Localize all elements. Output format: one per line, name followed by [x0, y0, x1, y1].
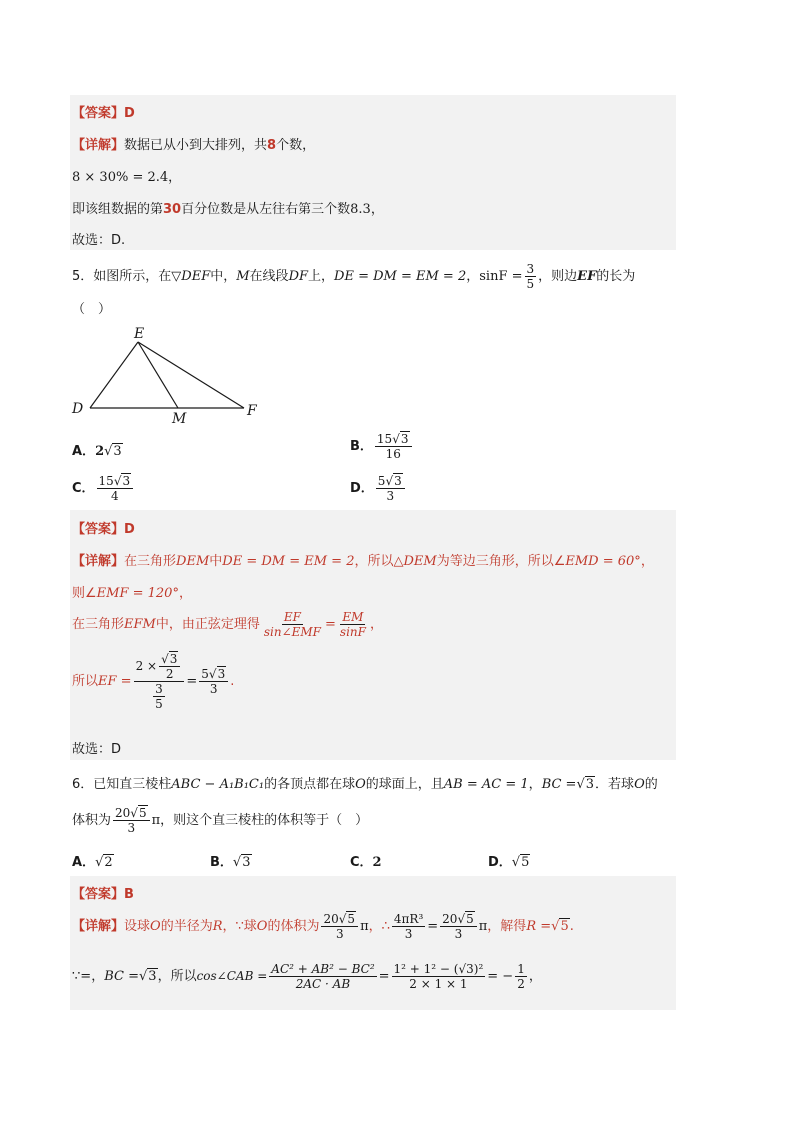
pi-symbol: π — [478, 919, 488, 934]
q5-option-b[interactable] — [350, 432, 414, 461]
stem-text: 6．已知直三棱柱 — [72, 777, 172, 792]
detail-value: 8.3 — [350, 202, 371, 217]
coef: 15 — [376, 432, 393, 446]
fraction-denominator: 5 — [526, 277, 535, 291]
detail-math: cos∠CAB = — [196, 969, 268, 983]
fraction-numerator — [199, 667, 228, 682]
coef: 20 — [115, 806, 131, 820]
fraction-denominator — [149, 682, 169, 711]
volume-fraction — [440, 912, 477, 941]
equals-sign: = − — [487, 969, 514, 984]
equals-sign: = — [325, 617, 336, 632]
stem-text: ．若球 — [595, 777, 635, 792]
cosine-fraction — [269, 962, 376, 991]
radicand: 3 — [585, 777, 595, 792]
answer-value: B — [124, 887, 134, 902]
sqrt-symbol: √3 — [208, 667, 226, 681]
q6-option-b[interactable] — [210, 851, 252, 870]
label-m: M — [172, 411, 187, 426]
stem-text: 的各顶点都在球 — [264, 777, 356, 792]
sqrt-symbol: √5 — [511, 855, 530, 870]
fraction-numerator: EM — [342, 610, 364, 624]
stem-math: M — [236, 269, 250, 284]
label-d: D — [72, 401, 84, 417]
result-fraction — [199, 667, 228, 696]
stem-math: O — [355, 777, 366, 792]
volume-formula — [392, 912, 425, 941]
fraction-numerator: 3 — [526, 262, 535, 276]
detail-text: 在三角形 — [124, 554, 177, 569]
q5-detail-line3 — [72, 610, 383, 639]
answer-value: D — [124, 522, 135, 537]
detail-text: ，∴ — [368, 919, 390, 934]
stem-text: 的 — [644, 777, 658, 792]
inner-fraction — [153, 682, 165, 711]
fraction-denominator: 3 — [386, 489, 395, 503]
q6-option-c[interactable] — [350, 851, 382, 870]
detail-text: ， — [370, 202, 384, 217]
detail-tag: 【详解】 — [72, 554, 125, 569]
option-label: C． — [72, 481, 95, 496]
q5-detail-line4 — [72, 652, 234, 711]
fraction-numerator — [159, 652, 180, 667]
option-label: A． — [72, 855, 96, 870]
equals-sign: = — [427, 919, 439, 934]
q5-detail-line2 — [72, 582, 192, 601]
radicand: 5 — [466, 912, 474, 926]
fraction-denominator: sin∠EMF — [263, 625, 322, 639]
detail-math: EMD = 60° — [565, 554, 641, 569]
fraction-denominator: 3 — [209, 682, 218, 696]
sqrt-symbol: √5 — [338, 912, 356, 926]
fraction-denominator: 2 — [165, 667, 174, 681]
fraction-numerator — [375, 432, 412, 447]
volume-fraction — [321, 912, 358, 941]
stem-text: 在线段 — [249, 269, 289, 284]
stem-text: 的长为 — [596, 269, 636, 284]
stem-math: DE = DM = EM = 2 — [334, 269, 467, 284]
coef: 2 × — [135, 659, 158, 673]
pi-symbol: π — [360, 919, 369, 934]
stem-math: EF — [577, 269, 597, 284]
fraction-denominator: 2AC · AB — [295, 977, 351, 991]
stem-text: 5．如图所示，在 — [72, 269, 172, 284]
stem-math: sinF = — [479, 269, 523, 284]
radicand: 3 — [400, 432, 409, 446]
stem-text: 体积为 — [72, 813, 112, 828]
stem-fraction — [113, 806, 150, 835]
fraction-numerator: AC² + AB² − BC² — [271, 962, 375, 976]
stem-math: DF — [288, 269, 309, 284]
sqrt-symbol: √5 — [130, 806, 147, 820]
detail-math: R = — [526, 919, 552, 934]
stem-fraction — [525, 262, 537, 291]
detail-text: 设球 — [124, 919, 151, 934]
radicand: 5 — [521, 855, 530, 870]
q6-detail-line1 — [72, 912, 574, 941]
fraction-denominator: 3 — [404, 927, 413, 941]
detail-text: ，∵球 — [222, 919, 257, 934]
option-label: B． — [210, 855, 233, 870]
q5-paren: （ ） — [72, 302, 112, 317]
detail-text: 为等边三角形，所以∠ — [436, 554, 566, 569]
stem-text: 上， — [308, 269, 335, 284]
q4-detail-line3 — [72, 198, 384, 217]
sqrt-symbol: √2 — [95, 855, 113, 870]
detail-text: ，解得 — [487, 919, 527, 934]
pi-symbol: π — [151, 813, 161, 828]
q5-option-a[interactable] — [72, 440, 123, 459]
q5-choose — [72, 738, 121, 757]
sqrt-symbol: √5 — [551, 919, 569, 934]
coef: 5 — [201, 667, 209, 681]
radicand: 3 — [148, 969, 157, 984]
fraction-numerator — [440, 912, 477, 927]
label-e: E — [134, 326, 145, 342]
detail-math: O — [256, 919, 268, 934]
detail-tag: 【详解】 — [72, 138, 125, 153]
detail-text: 的体积为 — [267, 919, 320, 934]
q6-option-a[interactable] — [72, 851, 114, 870]
option-label: A． — [72, 444, 96, 459]
answer-value: D — [124, 106, 135, 121]
detail-math: = — [80, 969, 92, 984]
radicand: 3 — [394, 474, 402, 488]
fraction-numerator: 1 — [517, 962, 525, 976]
stem-text: ， — [466, 269, 480, 284]
sqrt-symbol: √3 — [392, 432, 409, 446]
q4-detail-line2: 8 × 30% = 2.4， — [72, 170, 182, 185]
sqrt-symbol: √3 — [385, 474, 402, 488]
q6-option-d[interactable] — [488, 851, 530, 870]
sqrt-symbol: √3 — [161, 652, 178, 666]
equals-sign: = — [378, 969, 390, 984]
stem-math: ▽DEF — [171, 269, 211, 284]
fraction-denominator: 3 — [335, 927, 344, 941]
detail-text: 在三角形 — [72, 617, 125, 632]
radicand: 3 — [217, 667, 226, 681]
stem-math: O — [634, 777, 645, 792]
detail-math: O — [150, 919, 161, 934]
fraction-denominator: sinF — [339, 625, 366, 639]
radicand: 3 — [242, 855, 251, 870]
stem-text: ，则边 — [538, 269, 578, 284]
detail-text: ， — [369, 617, 383, 632]
q4-choose: 故选：D. — [72, 233, 126, 248]
option-coef: 2 — [95, 444, 105, 459]
detail-math: R — [212, 919, 223, 934]
option-label: B． — [350, 439, 373, 454]
detail-math: DE = DM = EM = 2 — [222, 554, 355, 569]
stem-math: AB = AC = 1 — [443, 777, 529, 792]
q4-detail-line1 — [72, 134, 315, 153]
detail-text: 个数， — [276, 138, 316, 153]
fraction-numerator — [97, 474, 134, 489]
q5-option-d[interactable] — [350, 474, 407, 503]
sqrt-symbol: √3 — [104, 444, 122, 459]
edge-ef — [138, 342, 244, 408]
detail-text: ， — [640, 554, 654, 569]
detail-text: ∵ — [72, 969, 81, 984]
detail-math: DEM — [176, 554, 210, 569]
sqrt-symbol: √3 — [113, 474, 131, 488]
q5-answer-line — [72, 518, 135, 537]
option-label: D． — [350, 481, 374, 496]
equals-sign: = — [186, 674, 198, 689]
fraction-denominator: 5 — [155, 697, 163, 711]
fraction-numerator: 3 — [155, 682, 163, 696]
stem-text: ， — [528, 777, 542, 792]
option-fraction — [375, 432, 412, 461]
detail-text: 百分位数是从左往右第三个数 — [181, 202, 351, 217]
result-fraction — [515, 962, 527, 991]
stem-text: 中， — [210, 269, 237, 284]
radicand: 5 — [138, 806, 147, 820]
detail-text: 即该组数据的第 — [72, 202, 164, 217]
q6-detail-line2 — [72, 962, 542, 991]
radicand: 2 — [104, 855, 113, 870]
radicand: 3 — [169, 652, 178, 666]
fraction-numerator: 4πR³ — [393, 912, 424, 926]
sine-ratio-em — [338, 610, 368, 639]
radicand: 3 — [113, 444, 122, 459]
detail-text: ， — [528, 969, 542, 984]
q6-answer-line — [72, 883, 134, 902]
coef: 20 — [442, 912, 458, 926]
q5-stem — [72, 262, 635, 291]
detail-math: EF = — [98, 674, 132, 689]
fraction-numerator — [113, 806, 150, 821]
detail-text: ，所以 — [157, 969, 197, 984]
option-label: D． — [488, 855, 512, 870]
fraction-numerator — [376, 474, 405, 489]
detail-text: . — [230, 674, 235, 689]
stem-text: 的球面上，且 — [365, 777, 444, 792]
detail-text: 中，由正弦定理得 — [155, 617, 260, 632]
detail-math: EMF = 120° — [96, 586, 179, 601]
answer-tag: 【答案】 — [72, 887, 125, 902]
detail-number: 30 — [163, 202, 182, 217]
coef: 20 — [323, 912, 339, 926]
q4-answer-line — [72, 102, 135, 121]
detail-text: 数据已从小到大排列，共 — [124, 138, 268, 153]
detail-math: BC = — [104, 969, 139, 984]
detail-number: 8 — [267, 138, 277, 153]
fraction-denominator: 2 — [517, 977, 525, 991]
fraction-numerator — [321, 912, 358, 927]
detail-text: ，所以△ — [354, 554, 404, 569]
sqrt-symbol: √3 — [138, 969, 157, 984]
cosine-value-fraction — [392, 962, 486, 991]
detail-text: ， — [178, 586, 192, 601]
fraction-denominator: 3 — [454, 927, 463, 941]
sine-ratio-ef — [262, 610, 323, 639]
stem-text: ，则这个直三棱柱的体积等于（ ） — [160, 813, 369, 828]
coef: 15 — [98, 474, 114, 488]
q6-stem-line1 — [72, 773, 658, 792]
q5-triangle-figure — [66, 322, 266, 426]
radicand: 3 — [122, 474, 131, 488]
option-fraction — [97, 474, 134, 503]
answer-tag: 【答案】 — [72, 106, 125, 121]
label-f: F — [247, 403, 257, 419]
stem-math: BC = — [541, 777, 577, 792]
fraction-denominator: 16 — [385, 447, 401, 461]
sqrt-symbol: √3 — [232, 855, 251, 870]
detail-text: 则∠ — [72, 586, 97, 601]
detail-math: DEM — [403, 554, 437, 569]
detail-tag: 【详解】 — [72, 919, 125, 934]
fraction-numerator: EF — [283, 610, 301, 624]
sqrt-symbol: √5 — [457, 912, 474, 926]
option-value: 2 — [372, 855, 382, 870]
edge-de — [90, 342, 138, 408]
fraction-denominator: 4 — [111, 489, 119, 503]
edge-em — [138, 342, 178, 408]
detail-text: 所以 — [72, 674, 99, 689]
answer-tag: 【答案】 — [72, 522, 125, 537]
q5-option-c[interactable] — [72, 474, 135, 503]
detail-math: EFM — [124, 617, 156, 632]
detail-text: 的半径为 — [160, 919, 213, 934]
q5-detail-line1 — [72, 550, 654, 569]
q6-stem-line2 — [72, 806, 368, 835]
inner-fraction — [159, 652, 180, 681]
detail-text: . — [569, 919, 574, 934]
detail-text: ， — [91, 969, 105, 984]
sqrt-symbol: √3 — [576, 777, 595, 792]
fraction-numerator: 1² + 1² − (√3)² — [393, 962, 484, 976]
option-fraction — [376, 474, 405, 503]
radicand: 5 — [560, 919, 569, 934]
fraction-denominator: 3 — [127, 821, 136, 835]
detail-text: 中 — [209, 554, 223, 569]
fraction-denominator: 2 × 1 × 1 — [409, 977, 468, 991]
radicand: 5 — [347, 912, 356, 926]
option-label: C． — [350, 855, 373, 870]
choose-text: 故选：D — [72, 742, 122, 757]
stem-math: ABC − A₁B₁C₁ — [171, 777, 265, 792]
coef: 5 — [377, 474, 386, 488]
fraction-numerator — [134, 652, 185, 682]
compound-fraction — [134, 652, 185, 711]
